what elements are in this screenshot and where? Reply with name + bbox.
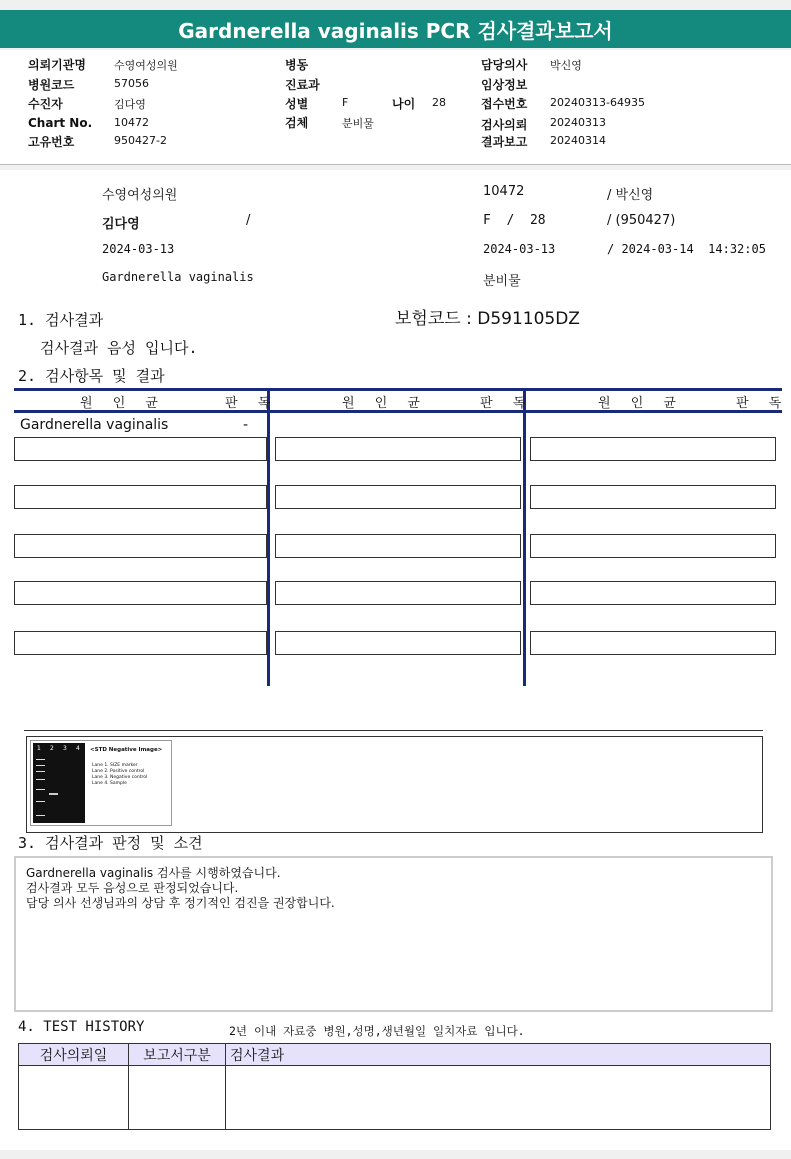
history-header: 검사결과: [226, 1044, 771, 1066]
header-label: 병원코드: [28, 78, 75, 92]
report-title: Gardnerella vaginalis PCR 검사결과보고서: [0, 10, 791, 48]
result-cell: [275, 581, 521, 605]
gel-band: [36, 759, 45, 760]
header-label: 접수번호: [481, 97, 528, 111]
info-test-name: Gardnerella vaginalis: [102, 270, 254, 284]
result-cell: [14, 437, 267, 461]
history-header: 검사의뢰일: [19, 1044, 129, 1066]
lane-number: 1: [37, 745, 41, 752]
header-value: 57056: [114, 77, 149, 90]
col-header-reading: 판 독: [736, 396, 790, 411]
header-value: 수영여성의원: [114, 59, 178, 72]
info-slash: /: [246, 213, 251, 228]
header-value: 28: [432, 96, 446, 109]
history-cell: [19, 1066, 129, 1130]
header-value: 10472: [114, 116, 149, 129]
result-cell: [14, 534, 267, 558]
header-label: 결과보고: [481, 135, 528, 149]
info-receipt-date: 2024-03-13: [483, 242, 556, 256]
lane-number: 2: [50, 745, 54, 752]
result-cell: [275, 485, 521, 509]
result-organism: Gardnerella vaginalis: [20, 417, 169, 433]
header-label: 의뢰기관명: [28, 58, 86, 72]
header-value: 박신영: [550, 59, 582, 72]
gel-legend: Lane 4. Sample: [92, 781, 127, 786]
info-id: / (950427): [607, 213, 676, 228]
gel-strip: [33, 743, 85, 823]
gel-legend: Lane 1. SIZE marker: [92, 763, 138, 768]
header-value: 김다영: [114, 98, 146, 111]
header-label: 성별: [285, 97, 309, 111]
gel-title: <STD Negative Image>: [90, 747, 163, 753]
gel-legend: Lane 2. Positive control: [92, 769, 145, 774]
header-label: 고유번호: [28, 135, 75, 149]
header-label: 진료과: [285, 78, 320, 92]
gel-legend: Lane 3. Negative control: [92, 775, 148, 780]
result-cell: [530, 485, 776, 509]
gel-band: [36, 801, 45, 802]
gel-band: [36, 815, 45, 816]
history-note: 2년 이내 자료중 병원,성명,생년월일 일치자료 입니다.: [229, 1024, 525, 1038]
divider-line: [24, 730, 763, 731]
info-doctor: / 박신영: [607, 188, 654, 203]
header-label: 임상정보: [481, 78, 528, 92]
header-value: 950427-2: [114, 134, 167, 147]
result-cell: [275, 631, 521, 655]
header-value: 분비물: [342, 117, 374, 130]
result-cell: [530, 534, 776, 558]
col-header-organism: 원 인 균: [598, 396, 684, 411]
result-cell: [530, 631, 776, 655]
grid-divider: [267, 388, 270, 686]
grid-divider: [523, 388, 526, 686]
info-chart: 10472: [483, 184, 525, 199]
info-specimen: 분비물: [483, 274, 521, 289]
result-cell: [275, 437, 521, 461]
remark-line: Gardnerella vaginalis 검사를 시행하였습니다.: [26, 866, 281, 880]
info-clinic: 수영여성의원: [102, 188, 178, 203]
result-cell: [530, 581, 776, 605]
header-label: 검체: [285, 116, 309, 130]
remark-box: [14, 856, 773, 1012]
col-header-reading: 판 독: [480, 396, 534, 411]
remark-line: 검사결과 모두 음성으로 판정되었습니다.: [26, 881, 239, 895]
section4-title: 4. TEST HISTORY: [18, 1019, 145, 1035]
col-header-organism: 원 인 균: [342, 396, 428, 411]
result-cell: [14, 581, 267, 605]
col-header-organism: 원 인 균: [80, 396, 166, 411]
result-cell: [530, 437, 776, 461]
history-header: 보고서구분: [129, 1044, 226, 1066]
gel-band: [49, 793, 58, 795]
report-header: [0, 50, 791, 165]
gel-band: [36, 779, 45, 780]
info-report-datetime: / 2024-03-14 14:32:05: [607, 242, 766, 256]
gel-image: [30, 740, 172, 826]
header-label: 수진자: [28, 97, 63, 111]
history-cell: [226, 1066, 771, 1130]
info-patient: 김다영: [102, 217, 140, 232]
header-label: 병동: [285, 58, 309, 72]
header-label: 검사의뢰: [481, 118, 528, 132]
col-header-reading: 판 독: [225, 396, 279, 411]
remark-line: 담당 의사 선생님과의 상담 후 정기적인 검진을 권장합니다.: [26, 896, 335, 910]
result-reading: -: [243, 417, 249, 433]
section1-title: 1. 검사결과: [18, 311, 104, 329]
history-table: [18, 1043, 771, 1130]
insurance-code: 보험코드 : D591105DZ: [395, 309, 580, 329]
gel-band: [36, 765, 45, 766]
gel-band: [36, 789, 45, 790]
header-value: F: [342, 96, 349, 109]
lane-number: 3: [63, 745, 67, 752]
grid-top-line: [14, 388, 782, 391]
header-value: 20240313: [550, 116, 606, 129]
header-value: 20240314: [550, 134, 606, 147]
history-cell: [129, 1066, 226, 1130]
header-label: Chart No.: [28, 116, 93, 130]
result-cell: [14, 631, 267, 655]
header-label: 나이: [392, 97, 416, 111]
header-label: 담당의사: [481, 58, 528, 72]
info-sex-age: F / 28: [483, 213, 546, 228]
result-cell: [275, 534, 521, 558]
info-request-date: 2024-03-13: [102, 242, 175, 256]
section3-title: 3. 검사결과 판정 및 소견: [18, 834, 203, 852]
header-value: 20240313-64935: [550, 96, 645, 109]
section2-title: 2. 검사항목 및 결과: [18, 367, 165, 385]
section1-result: 검사결과 음성 입니다.: [40, 339, 198, 357]
lane-number: 4: [76, 745, 80, 752]
gel-band: [36, 771, 45, 772]
result-cell: [14, 485, 267, 509]
